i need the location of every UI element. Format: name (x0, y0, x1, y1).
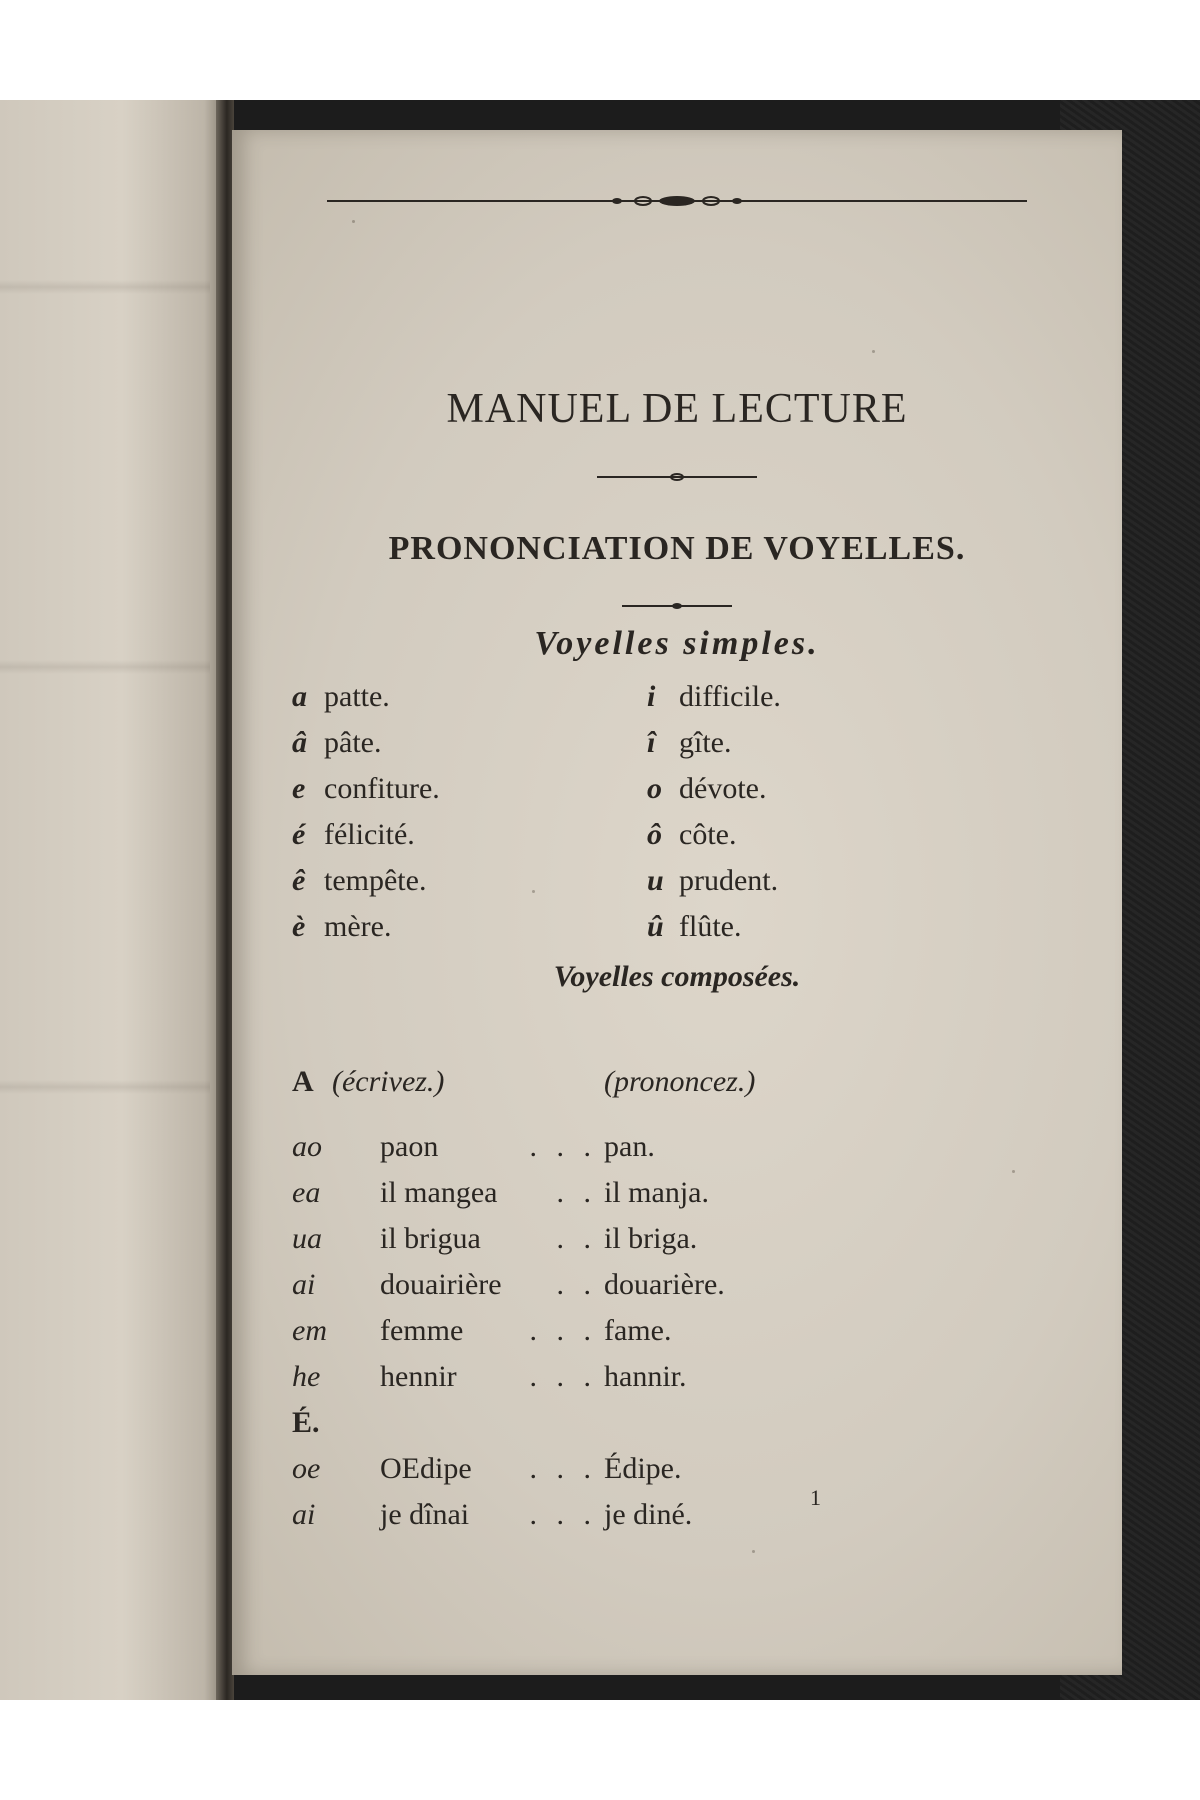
pronounced-form: je diné. (604, 1498, 693, 1531)
vowel-combination: ao (292, 1130, 322, 1163)
pronounced-form: il manja. (604, 1176, 709, 1209)
simple-vowel-row (292, 726, 1012, 772)
vowel-letter: â (292, 726, 307, 759)
simple-vowel-entry (647, 772, 766, 806)
paper-speck (1012, 1170, 1015, 1173)
paper-speck (752, 1550, 755, 1553)
example-word: confiture. (324, 772, 440, 805)
compound-vowel-row (292, 1176, 1012, 1222)
paper-speck (352, 220, 355, 223)
simple-vowels-heading: Voyelles simples. (534, 625, 820, 662)
group-letter-e: É. (292, 1406, 320, 1439)
subtitle-ornament-rule (622, 600, 732, 612)
page-crease (0, 1080, 210, 1094)
page-mark: 1 (810, 1485, 821, 1510)
leader-dots: . . (556, 1268, 597, 1301)
simple-vowel-entry (647, 818, 736, 852)
compound-vowel-row (292, 1360, 1012, 1406)
simple-vowel-row (292, 818, 1012, 864)
compound-vowel-row (292, 1452, 1012, 1498)
vowel-letter: î (647, 726, 656, 759)
example-word: flûte. (679, 910, 742, 943)
page-crease (0, 660, 210, 674)
simple-vowel-row (292, 772, 1012, 818)
compound-vowel-row (292, 1498, 1012, 1544)
written-form: OEdipe (380, 1452, 472, 1485)
simple-vowels-list (292, 680, 1012, 956)
simple-vowel-entry (647, 910, 741, 944)
pronounced-form: pan. (604, 1130, 655, 1163)
example-word: gîte. (679, 726, 732, 759)
pronounced-form: hannir. (604, 1360, 687, 1393)
vowel-combination: em (292, 1314, 327, 1347)
vowel-letter: u (647, 864, 664, 897)
vowel-combination: oe (292, 1452, 321, 1485)
example-word: pâte. (324, 726, 382, 759)
vowel-letter: e (292, 772, 306, 805)
title-ornament-rule (597, 470, 757, 484)
example-word: prudent. (679, 864, 779, 897)
vowel-letter: ê (292, 864, 306, 897)
simple-vowel-row (292, 680, 1012, 726)
written-form: paon (380, 1130, 439, 1163)
example-word: dévote. (679, 772, 767, 805)
leader-dots: . . . (529, 1498, 597, 1531)
pronounced-form: fame. (604, 1314, 672, 1347)
vowel-letter: û (647, 910, 664, 943)
vowel-combination: ua (292, 1222, 322, 1255)
right-page (232, 130, 1122, 1675)
vowel-combination: ea (292, 1176, 321, 1209)
compound-vowel-row (292, 1314, 1012, 1360)
leader-dots: . . (556, 1222, 597, 1255)
example-word: mère. (324, 910, 392, 943)
example-word: félicité. (324, 818, 415, 851)
simple-vowel-row (292, 910, 1012, 956)
simple-vowel-entry (292, 680, 390, 714)
compound-vowel-row (292, 1130, 1012, 1176)
compound-vowel-row (292, 1268, 1012, 1314)
vowel-letter: ô (647, 818, 662, 851)
example-word: patte. (324, 680, 390, 713)
leader-dots: . . . (529, 1314, 597, 1347)
page-title: MANUEL DE LECTURE (446, 386, 908, 432)
written-form: je dînai (380, 1498, 470, 1531)
simple-vowel-row (292, 864, 1012, 910)
compound-vowels-list (292, 1130, 1012, 1544)
example-word: tempête. (324, 864, 427, 897)
vowel-combination: ai (292, 1498, 316, 1531)
leader-dots: . . . (529, 1130, 597, 1163)
book-photo (0, 100, 1200, 1700)
leader-dots: . . . (529, 1452, 597, 1485)
written-form: hennir (380, 1360, 457, 1393)
simple-vowel-entry (292, 772, 440, 806)
example-word: difficile. (679, 680, 781, 713)
compound-vowel-row (292, 1222, 1012, 1268)
vowel-letter: o (647, 772, 662, 805)
group-letter-a: A (292, 1065, 314, 1098)
left-page (0, 100, 222, 1700)
simple-vowel-entry (647, 864, 778, 898)
written-form: il mangea (380, 1176, 498, 1209)
pronounced-form: il briga. (604, 1222, 698, 1255)
written-form: il brigua (380, 1222, 481, 1255)
write-column-label: (écrivez.) (332, 1065, 445, 1098)
simple-vowel-entry (292, 910, 391, 944)
paper-speck (872, 350, 875, 353)
page-crease (0, 280, 210, 294)
simple-vowel-entry (647, 680, 781, 714)
simple-vowel-entry (647, 726, 732, 760)
page-subtitle: PRONONCIATION DE VOYELLES. (388, 530, 966, 567)
top-ornament-rule (327, 190, 1027, 212)
vowel-letter: é (292, 818, 306, 851)
vowel-letter: i (647, 680, 656, 713)
compound-vowels-heading: Voyelles composées. (553, 960, 801, 993)
simple-vowel-entry (292, 818, 415, 852)
leader-dots: . . . (529, 1360, 597, 1393)
vowel-combination: he (292, 1360, 321, 1393)
simple-vowel-entry (292, 864, 426, 898)
vowel-letter: è (292, 910, 306, 943)
vowel-letter: a (292, 680, 307, 713)
example-word: côte. (679, 818, 737, 851)
pronounced-form: douarière. (604, 1268, 725, 1301)
leader-dots: . . (556, 1176, 597, 1209)
pronounce-column-label: (prononcez.) (604, 1065, 756, 1098)
vowel-combination: ai (292, 1268, 316, 1301)
pronounced-form: Édipe. (604, 1452, 682, 1485)
written-form: douairière (380, 1268, 502, 1301)
simple-vowel-entry (292, 726, 381, 760)
written-form: femme (380, 1314, 464, 1347)
